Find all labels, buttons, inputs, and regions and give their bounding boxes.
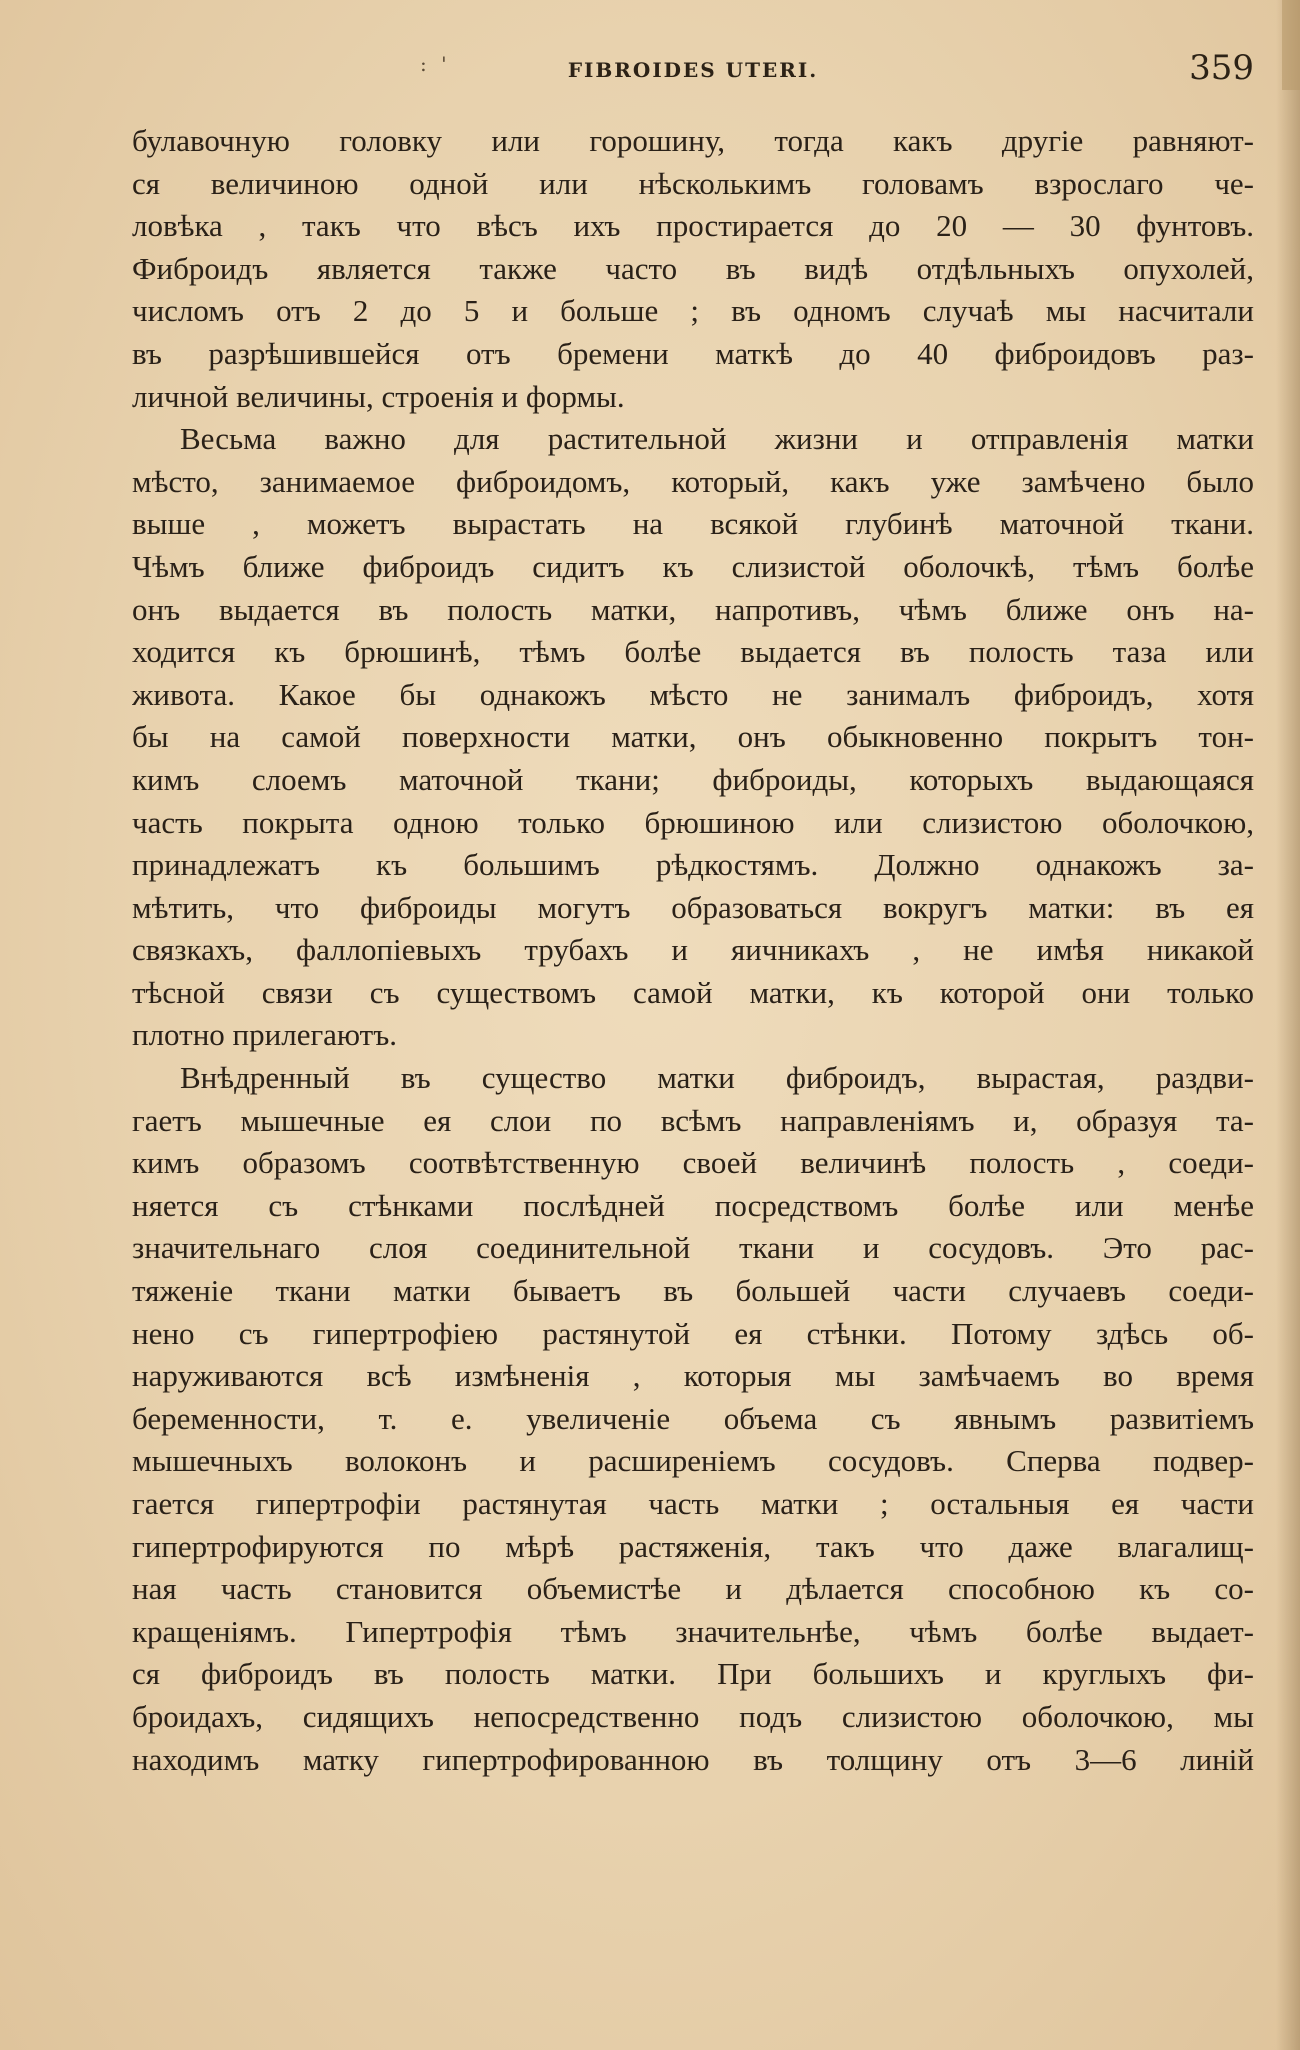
running-title: FIBROIDES UTERI. xyxy=(567,58,819,82)
paragraph xyxy=(132,120,1254,418)
text-line: ходится къ брюшинѣ, тѣмъ болѣе выдается въ полость таза или xyxy=(132,634,1254,670)
text-line: булавочную головку или горошину, тогда какъ другіе равняют- xyxy=(132,123,1254,158)
text-line: мѣсто, занимаемое фиброидомъ, который, какъ уже замѣчено было xyxy=(132,463,1254,499)
text-line: ся фиброидъ въ полость матки. При большихъ и круглыхъ фи- xyxy=(132,1656,1254,1692)
text-line: часть покрыта одною только брюшиною или слизистою оболочкою, xyxy=(132,804,1254,840)
text-line: гаетъ мышечные ея слои по всѣмъ направленіямъ и, образуя та- xyxy=(132,1102,1254,1138)
text-line: тяженіе ткани матки бываетъ въ большей части случаевъ соеди- xyxy=(132,1273,1254,1309)
text-line: наруживаются всѣ измѣненія , которыя мы замѣчаемъ во время xyxy=(132,1358,1254,1394)
text-line: плотно прилегаютъ. xyxy=(132,1017,397,1053)
text-line: тѣсной связи съ существомъ самой матки, къ которой они только xyxy=(132,974,1254,1010)
text-line: ная часть становится объемистѣе и дѣлается способною къ со- xyxy=(132,1571,1254,1607)
text-line: гипертрофируются по мѣрѣ растяженія, такъ что даже влагалищ- xyxy=(132,1528,1254,1564)
text-line: находимъ матку гипертрофированною въ толщину отъ 3—6 линій xyxy=(132,1741,1254,1777)
text-line: числомъ отъ 2 до 5 и больше ; въ одномъ случаѣ мы насчитали xyxy=(132,293,1254,329)
running-head xyxy=(132,48,1254,88)
text-line: мышечныхъ волоконъ и расширеніемъ сосудовъ. Сперва подвер- xyxy=(132,1443,1254,1479)
paragraph xyxy=(132,418,1254,1057)
text-line: Весьма важно для растительной жизни и отправленія матки xyxy=(180,421,1254,457)
header-marks: : ' xyxy=(420,52,451,76)
text-line: броидахъ, сидящихъ непосредственно подъ слизистою оболочкою, мы xyxy=(132,1698,1254,1734)
text-line: ловѣка , такъ что вѣсъ ихъ простирается до 20 — 30 фунтовъ. xyxy=(132,208,1254,244)
text-line: ся величиною одной или нѣсколькимъ головамъ взрослаго че- xyxy=(132,165,1254,201)
text-line: Фиброидъ является также часто въ видѣ отдѣльныхъ опухолей, xyxy=(132,250,1254,286)
spine-shadow xyxy=(1276,0,1300,2050)
text-line: мѣтить, что фиброиды могутъ образоваться вокругъ матки: въ ея xyxy=(132,889,1254,925)
text-line: въ разрѣшившейся отъ бремени маткѣ до 40 фиброидовъ раз- xyxy=(132,335,1254,371)
spine-edge xyxy=(1282,0,1300,90)
text-line: кимъ слоемъ маточной ткани; фиброиды, которыхъ выдающаяся xyxy=(132,761,1254,797)
text-line: кимъ образомъ соотвѣтственную своей величинѣ полость , соеди- xyxy=(132,1145,1254,1181)
text-line: беременности, т. е. увеличеніе объема съ явнымъ развитіемъ xyxy=(132,1400,1254,1436)
text-line: гается гипертрофіи растянутая часть матки ; остальныя ея части xyxy=(132,1486,1254,1521)
text-line: связкахъ, фаллопіевыхъ трубахъ и яичникахъ , не имѣя никакой xyxy=(132,932,1254,968)
text-line: няется съ стѣнками послѣдней посредствомъ болѣе или менѣе xyxy=(132,1187,1254,1223)
text-line: значительнаго слоя соединительной ткани и сосудовъ. Это рас- xyxy=(132,1230,1254,1266)
text-line: личной величины, строенія и формы. xyxy=(132,378,625,414)
text-line: бы на самой поверхности матки, онъ обыкновенно покрытъ тон- xyxy=(132,719,1254,755)
paragraph xyxy=(132,1057,1254,1781)
text-line: Чѣмъ ближе фиброидъ сидитъ къ слизистой оболочкѣ, тѣмъ болѣе xyxy=(132,548,1254,584)
text-line: нено съ гипертрофіею растянутой ея стѣнки. Потому здѣсь об- xyxy=(132,1315,1254,1351)
text-line: кращеніямъ. Гипертрофія тѣмъ значительнѣе, чѣмъ болѣе выдает- xyxy=(132,1613,1254,1649)
text-line: выше , можетъ вырастать на всякой глубинѣ маточной ткани. xyxy=(132,506,1254,542)
text-line: Внѣдренный въ существо матки фиброидъ, вырастая, раздви- xyxy=(180,1060,1254,1096)
text-line: живота. Какое бы однакожъ мѣсто не занималъ фиброидъ, хотя xyxy=(132,676,1254,712)
page-number: 359 xyxy=(1189,48,1254,88)
text-line: онъ выдается въ полость матки, напротивъ, чѣмъ ближе онъ на- xyxy=(132,591,1254,627)
body-text xyxy=(132,120,1254,1781)
text-line: принадлежатъ къ большимъ рѣдкостямъ. Должно однакожъ за- xyxy=(132,847,1254,883)
